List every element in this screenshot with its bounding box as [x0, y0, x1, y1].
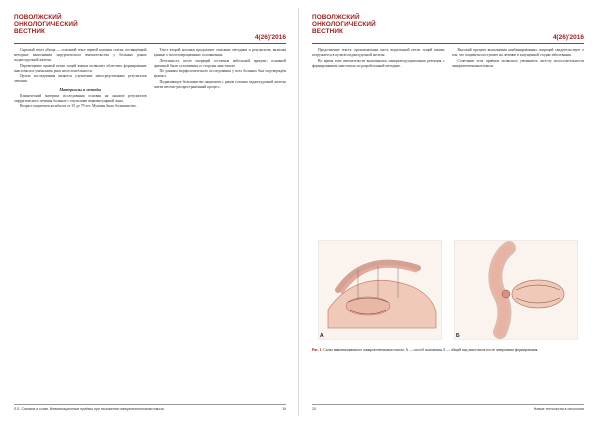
journal-title-line-2: ОНКОЛОГИЧЕСКИЙ	[14, 21, 78, 28]
figure-panel-b	[454, 240, 578, 340]
anastomosis-diagram-a	[318, 240, 442, 340]
paragraph: Высокий процент выполнения комбинированных операций свидетельствует о том, что пациенты поступают на лечение в запущенной стадии заболевания.	[451, 48, 584, 58]
header-rule	[312, 43, 584, 44]
page-number: 20	[312, 407, 316, 411]
figure-label-b: Б	[456, 333, 460, 339]
journal-title-line-2: ОНКОЛОГИЧЕСКИЙ	[312, 21, 376, 28]
page-spine	[298, 8, 299, 416]
paragraph: Во время этих вмешательств выполнялась панкреатодуоденальная резекция с формированием анастомоза по разработанной методике.	[312, 58, 445, 68]
paragraph: Продолжение текста: проксимальная часть выделенной петли тощей кишки погружается в культю поджелудочной железы.	[312, 48, 445, 58]
left-page	[8, 8, 292, 416]
running-footer: Новые технологии в онкологии	[533, 407, 584, 411]
issue-number: 4(26)'2016	[254, 34, 286, 41]
left-column-1	[14, 48, 147, 400]
paragraph: Перемещение прямой ветви тощей кишки позволяет облегчить формирование анастомоза и уменьшить риск несостоятельности.	[14, 63, 147, 73]
left-body-columns	[14, 48, 286, 400]
paragraph: Скрытый текст абзаца — основной текст первой колонки статьи, посвящённой методике выполнения хирургического вмешательства у больных раком поджелудочной железы.	[14, 48, 147, 63]
anastomosis-diagram-b	[454, 240, 578, 340]
figure-caption-title: Рис. 1.	[312, 348, 323, 352]
issue-number: 4(26)'2016	[552, 34, 584, 41]
paragraph: По данным морфологического исследования у всех больных был подтверждён диагноз.	[153, 69, 286, 79]
figure-caption	[312, 348, 584, 353]
right-column-2	[452, 48, 585, 220]
right-page-footer	[312, 404, 584, 411]
paragraph: Целью исследования является улучшение непосредственных результатов лечения.	[14, 74, 147, 84]
paragraph: Текст второй колонки продолжает описание методики и результатов, включая данные о послеоперационных осложнениях.	[153, 48, 286, 58]
journal-title-line-1: ПОВОЛЖСКИЙ	[312, 14, 360, 21]
paragraph: Подавляющее большинство пациентов с раком головки поджелудочной железы имели местно-распространённый процесс.	[153, 80, 286, 90]
figure-caption-text: Схема инвагинационного панкреатоеюноанастомоза: А — способ наложения, Б — общий вид анастомоза после завершения формирования.	[323, 348, 539, 352]
right-body-columns	[312, 48, 584, 220]
figure	[312, 240, 584, 344]
page-number: 19	[282, 407, 286, 411]
left-column-2	[154, 48, 287, 400]
journal-title	[14, 14, 78, 35]
right-page	[306, 8, 590, 416]
paragraph: Возраст пациентов колебался от 35 до 79 лет. Мужчин было большинство.	[20, 104, 137, 109]
journal-title-line-3: ВЕСТНИК	[312, 28, 344, 35]
right-column-1	[312, 48, 445, 220]
paragraph: Летальность после операций составила небольшой процент; основной причиной были осложнения со стороны анастомоза.	[153, 58, 286, 68]
journal-title-line-1: ПОВОЛЖСКИЙ	[14, 14, 62, 21]
left-page-footer	[14, 404, 286, 411]
journal-title-line-3: ВЕСТНИК	[14, 28, 46, 35]
header-rule	[14, 43, 286, 44]
figure-panel-a	[318, 240, 442, 340]
paragraph: Сочетание этих приёмов позволило уменьшить частоту несостоятельности панкреатоеюноанастомоза.	[451, 58, 584, 68]
figure-label-a: A	[320, 333, 324, 339]
running-footer: Л.Е. Синяков и соавт. Инвагинационные приёмы при наложении панкреатоеюноанастомоза	[14, 407, 164, 411]
section-heading: Материалы и методы	[59, 87, 102, 93]
paragraph: Клинический материал исследования основан на анализе результатов хирургического лечения больных с опухолями периампулярной зоны.	[14, 93, 147, 103]
journal-title	[312, 14, 376, 35]
